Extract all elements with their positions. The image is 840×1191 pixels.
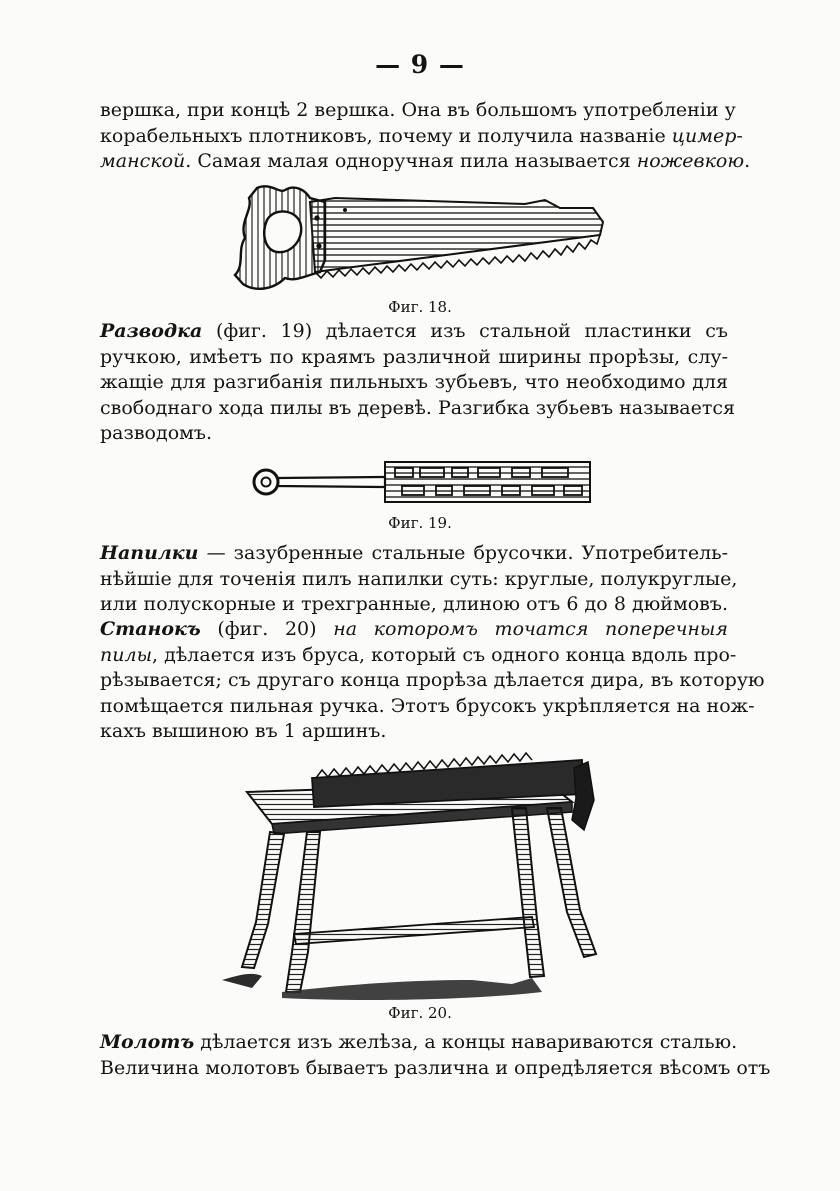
text-line: манской. Самая малая одноручная пила называется ножевкою. xyxy=(100,150,751,172)
text-line: корабельныхъ плотниковъ, почему и получила названіе цимер- xyxy=(100,124,743,147)
text-line: или полускорные и трехгранные, длиною отъ 6 до 8 дюймовъ. xyxy=(100,593,728,615)
page-number: — 9 — xyxy=(375,50,465,79)
text-line: жащіе для разгибанія пильныхъ зубьевъ, что необходимо для xyxy=(100,371,728,393)
text-line: разводомъ. xyxy=(100,422,213,444)
paragraph-saw-description xyxy=(100,98,751,175)
paragraph-saw-set xyxy=(100,319,736,447)
text-line: Молотъ дѣлается изъ желѣза, а концы навариваются сталью. xyxy=(100,1031,738,1053)
text-line: ручкою, имѣетъ по краямъ различной ширины прорѣзы, слу- xyxy=(100,345,728,368)
figure-18-hand-saw xyxy=(225,180,615,295)
text-line: свободнаго хода пилы въ деревѣ. Разгибка зубьевъ называется xyxy=(100,396,736,419)
figure-20-saw-bench xyxy=(212,752,622,1002)
term-razvodka: Разводка xyxy=(100,320,203,342)
term-napilki: Напилки xyxy=(100,542,199,564)
text-line: помѣщается пильная ручка. Этотъ брусокъ укрѣпляется на нож- xyxy=(100,694,755,717)
paragraph-files xyxy=(100,541,738,618)
text-line: Разводка (фиг. 19) дѣлается изъ стальной пластинки съ xyxy=(100,320,728,342)
text-line: Напилки — зазубренные стальные брусочки. Употребитель- xyxy=(100,542,728,564)
term-stanok: Станокъ xyxy=(100,618,201,640)
paragraph-hammer xyxy=(100,1030,771,1081)
paragraph-saw-bench xyxy=(100,617,765,745)
text-line: нѣйшіе для точенія пилъ напилки суть: круглые, полукруглые, xyxy=(100,567,738,590)
text-line: Величина молотовъ бываетъ различна и опредѣляется вѣсомъ отъ xyxy=(100,1056,771,1079)
term-molot: Молотъ xyxy=(100,1031,195,1053)
figure-19-saw-set xyxy=(250,452,595,510)
figure-20-caption: Фиг. 20. xyxy=(388,1004,452,1022)
text-line: пилы, дѣлается изъ бруса, который съ одного конца вдоль про- xyxy=(100,643,737,666)
figure-19-caption: Фиг. 19. xyxy=(388,514,452,532)
text-line: вершка, при концѣ 2 вершка. Она въ большомъ употребленіи у xyxy=(100,99,736,121)
text-line: Станокъ (фиг. 20) на которомъ точатся поперечныя xyxy=(100,618,728,640)
text-line: рѣзывается; съ другаго конца прорѣза дѣлается дира, въ которую xyxy=(100,669,765,691)
figure-18-caption: Фиг. 18. xyxy=(388,298,452,316)
text-line: кахъ вышиною въ 1 аршинъ. xyxy=(100,720,387,742)
